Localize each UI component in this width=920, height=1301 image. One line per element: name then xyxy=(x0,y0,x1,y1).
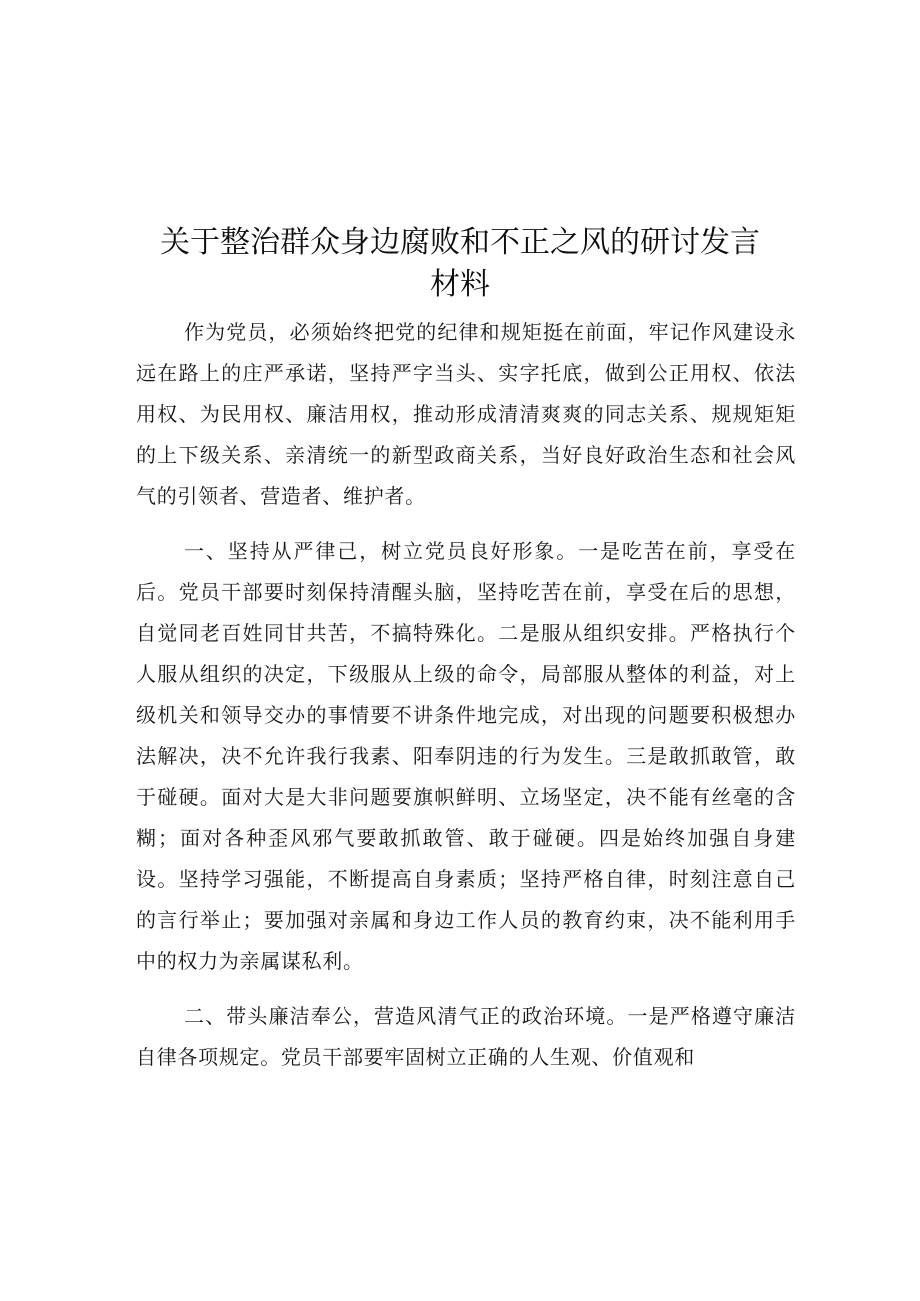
paragraph-section-2: 二、带头廉洁奉公，营造风清气正的政治环境。一是严格遵守廉洁自律各项规定。党员干部要牢固树立正确的人生观、价值观和 xyxy=(136,1004,796,1069)
document-title xyxy=(120,222,800,306)
paragraph-intro: 作为党员，必须始终把党的纪律和规矩挺在前面，牢记作风建设永远在路上的庄严承诺，坚持严字当头、实字托底，做到公正用权、依法用权、为民用权、廉洁用权，推动形成清清爽爽的同志关系、规规矩矩的上下级关系、亲清统一的新型政商关系，当好良好政治生态和社会风气的引领者、营造者、维护者。 xyxy=(136,320,796,508)
title-line-2: 材料 xyxy=(430,267,490,302)
paragraph-section-1: 一、坚持从严律己，树立党员良好形象。一是吃苦在前，享受在后。党员干部要时刻保持清醒头脑，坚持吃苦在前，享受在后的思想，自觉同老百姓同甘共苦，不搞特殊化。二是服从组织安排。严格执行个人服从组织的决定，下级服从上级的命令，局部服从整体的利益，对上级机关和领导交办的事情要不讲条件地完成，对出现的问题要积极想办法解决，决不允许我行我素、阳奉阴违的行为发生。三是敢抓敢管，敢于碰硬。面对大是大非问题要旗帜鲜明、立场坚定，决不能有丝毫的含糊；面对各种歪风邪气要敢抓敢管、敢于碰硬。四是始终加强自身建设。坚持学习强能，不断提高自身素质；坚持严格自律，时刻注意自己的言行举止；要加强对亲属和身边工作人员的教育约束，决不能利用手中的权力为亲属谋私利。 xyxy=(136,539,796,973)
document-body xyxy=(136,312,796,1092)
title-line-1: 关于整治群众身边腐败和不正之风的研讨发言 xyxy=(160,225,760,260)
